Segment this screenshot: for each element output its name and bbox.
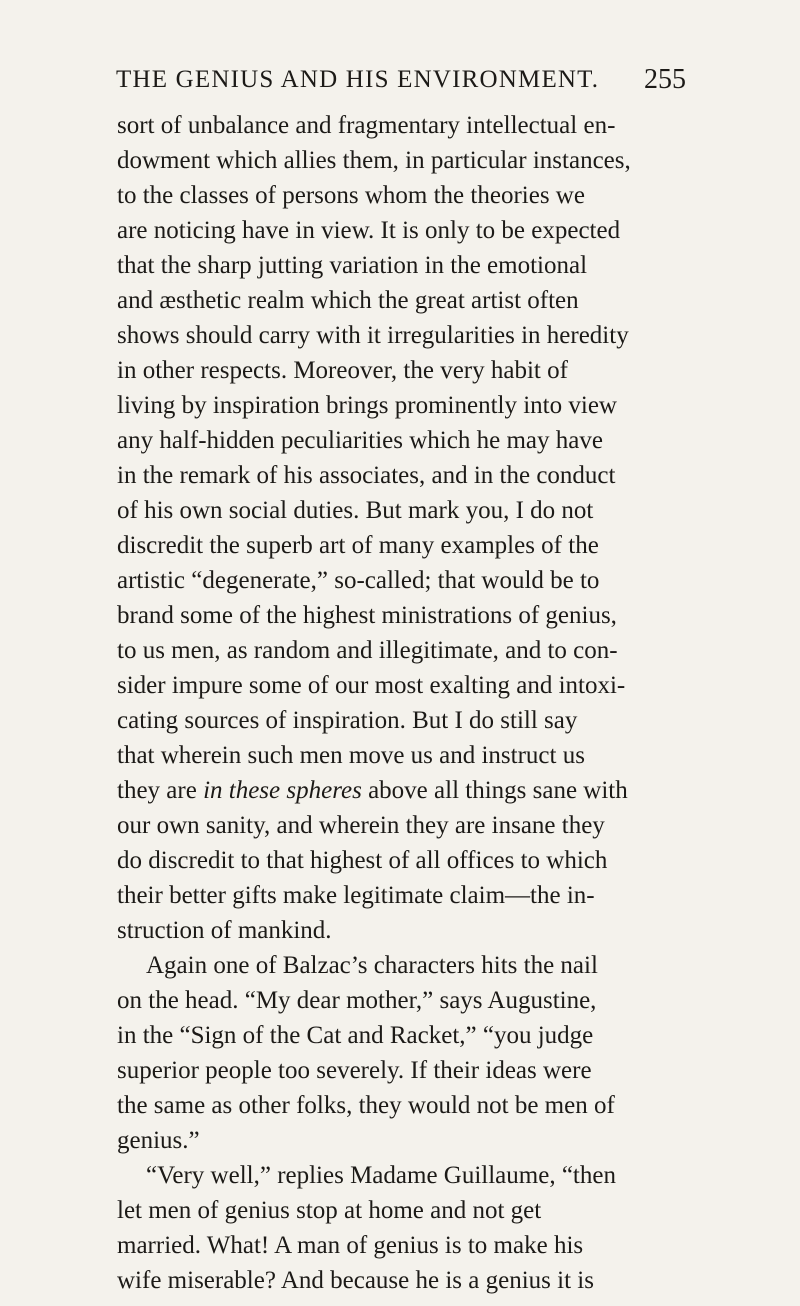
text-line: dowment which allies them, in particular instances, [117, 147, 631, 174]
text-line: shows should carry with it irregularities in heredity [117, 322, 629, 349]
text-line: our own sanity, and wherein they are insane they [117, 812, 605, 839]
text-line: that the sharp jutting variation in the emotional [117, 252, 588, 279]
text-line-start: they are [117, 777, 204, 804]
paragraph-start-line: “Very well,” replies Madame Guillaume, “then [146, 1162, 616, 1189]
text-line: of his own social duties. But mark you, I do not [117, 497, 594, 524]
text-line: any half-hidden peculiarities which he may have [117, 427, 603, 454]
text-line: to us men, as random and illegitimate, and to con- [117, 637, 618, 664]
text-line: their better gifts make legitimate claim—the in- [117, 882, 595, 909]
text-line: married. What! A man of genius is to make his [117, 1232, 584, 1259]
text-line: in the remark of his associates, and in the conduct [117, 462, 616, 489]
text-line: wife miserable? And because he is a genius it is [117, 1267, 594, 1294]
text-line: that wherein such men move us and instruct us [117, 742, 585, 769]
paragraph-start-line: Again one of Balzac’s characters hits the nail [146, 952, 598, 979]
text-line: struction of mankind. [117, 917, 332, 944]
text-line: the same as other folks, they would not be men of [117, 1092, 615, 1119]
text-line: to the classes of persons whom the theories we [117, 182, 585, 209]
text-line: let men of genius stop at home and not get [117, 1197, 542, 1224]
text-line: artistic “degenerate,” so-called; that would be to [117, 567, 600, 594]
text-line: superior people too severely. If their ideas were [117, 1057, 592, 1084]
text-line: and æsthetic realm which the great artist often [117, 287, 579, 314]
text-line: sider impure some of our most exalting and intoxi- [117, 672, 626, 699]
running-head [116, 60, 686, 100]
text-line: on the head. “My dear mother,” says Augustine, [117, 987, 597, 1014]
text-line: brand some of the highest ministrations of genius, [117, 602, 617, 629]
text-line: sort of unbalance and fragmentary intellectual en- [117, 112, 616, 139]
text-line: genius.” [117, 1127, 200, 1154]
text-line: living by inspiration brings prominently into view [117, 392, 617, 419]
text-line-with-italic [117, 773, 628, 808]
text-line: discredit the superb art of many examples of the [117, 532, 599, 559]
text-line: cating sources of inspiration. But I do still say [117, 707, 578, 734]
text-line: in other respects. Moreover, the very habit of [117, 357, 568, 384]
page-number: 255 [644, 64, 686, 95]
text-line: are noticing have in view. It is only to be expected [117, 217, 621, 244]
text-line-end: above all things sane with [361, 777, 628, 804]
text-line: in the “Sign of the Cat and Racket,” “you judge [117, 1022, 594, 1049]
text-line: do discredit to that highest of all offices to which [117, 847, 608, 874]
running-head-title: THE GENIUS AND HIS ENVIRONMENT. [116, 66, 600, 93]
italic-phrase: in these spheres [203, 777, 362, 804]
